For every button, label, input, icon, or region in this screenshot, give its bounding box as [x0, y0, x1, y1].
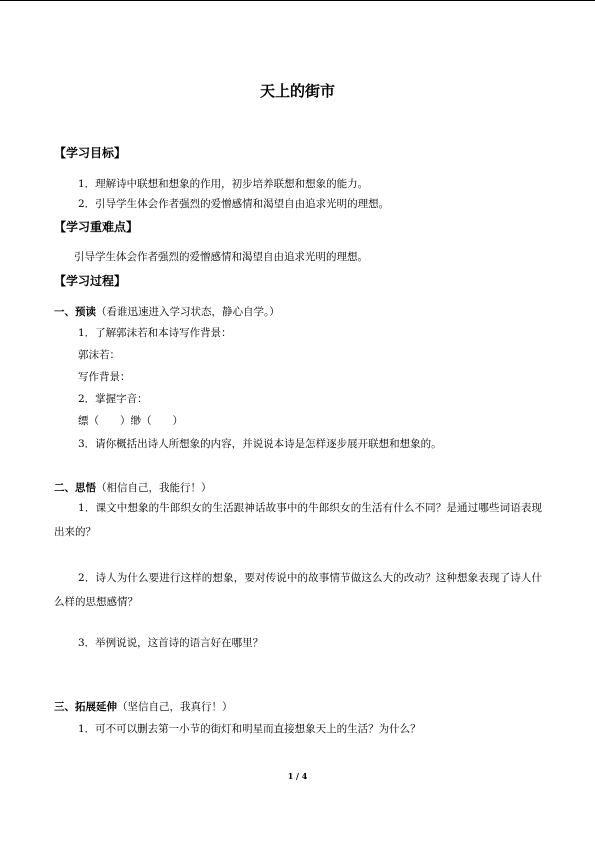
extend-label: 三、拓展延伸	[54, 701, 117, 713]
pronunciation-blanks: 缥（ ）缈（ ）	[78, 415, 183, 427]
reflect-note: （相信自己，我能行！）	[96, 482, 212, 494]
page-number: 1 / 4	[287, 771, 308, 781]
key-points-heading: 【学习重难点】	[54, 220, 139, 234]
extend-section-title	[54, 700, 233, 714]
preview-item-2: 2．掌握字音：	[78, 393, 148, 405]
reflect-question-2: 2．诗人为什么要进行这样的想象，要对传说中的故事情节做这么大的改动？这种想象表现了诗人什么样的思想感情？	[54, 572, 542, 608]
process-heading: 【学习过程】	[54, 274, 127, 288]
preview-item-3: 3．请你概括出诗人所想象的内容，并说说本诗是怎样逐步展开联想和想象的。	[78, 438, 442, 450]
reflect-label: 二、思悟	[54, 482, 96, 494]
preview-label: 一、预读	[54, 306, 96, 318]
goal-item-1: 1．理解诗中联想和想象的作用，初步培养联想和想象的能力。	[78, 178, 369, 190]
author-field-label: 郭沫若：	[78, 349, 120, 361]
document-title: 天上的街市	[259, 82, 335, 100]
key-points-text: 引导学生体会作者强烈的爱憎感情和渴望自由追求光明的理想。	[74, 251, 368, 263]
preview-section-title	[54, 305, 280, 319]
extend-note: （坚信自己，我真行！）	[117, 701, 233, 713]
preview-item-1: 1．了解郭沫若和本诗写作背景：	[78, 327, 232, 339]
goal-item-2: 2．引导学生体会作者强烈的爱憎感情和渴望自由追求光明的理想。	[78, 198, 390, 210]
preview-note: （看谁迅速进入学习状态，静心自学。）	[96, 306, 280, 318]
extend-question-1: 1．可不可以删去第一小节的街灯和明星而直接想象天上的生活？为什么？	[78, 723, 421, 735]
goals-heading: 【学习目标】	[54, 146, 127, 160]
reflect-section-title	[54, 481, 212, 495]
background-field-label: 写作背景：	[78, 371, 131, 383]
reflect-question-3: 3．举例说说，这首诗的语言好在哪里？	[78, 637, 264, 649]
page-top-rule	[0, 0, 595, 1]
reflect-question-1: 1．课文中想象的牛郎织女的生活跟神话故事中的牛郎织女的生活有什么不同？是通过哪些词语表现出来的？	[54, 502, 542, 538]
